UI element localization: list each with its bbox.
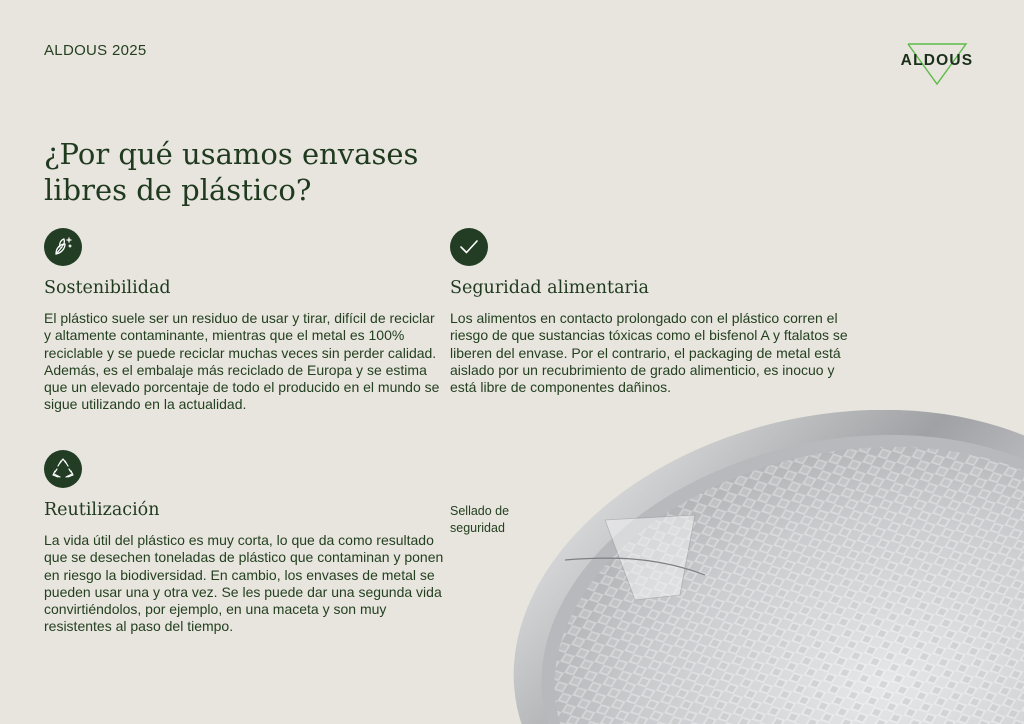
feature-icon-badge <box>44 450 82 488</box>
feature-body: Los alimentos en contacto prolongado con el plástico corren el riesgo de que sustancias tóxicas como el bisfenol A y ftalatos se liberen del envase. Por el contrario, el packaging de metal está aislado por un recubrimiento de grado alimenticio, es inocuo y está libre de componentes dañinos. <box>450 310 848 396</box>
feature-sostenibilidad <box>44 228 444 414</box>
feature-heading: Sostenibilidad <box>44 278 171 298</box>
feature-body: La vida útil del plástico es muy corta, lo que da como resultado que se desechen toneladas de plástico que contaminan y ponen en riesgo la biodiversidad. En cambio, los envases de metal se pueden usar una y otra vez. Se les puede dar una segunda vida convirtiéndolos, por ejemplo, en una maceta y son muy resistentes al paso del tiempo. <box>44 532 444 635</box>
feature-reutilizacion <box>44 450 444 636</box>
feature-body: El plástico suele ser un residuo de usar y tirar, difícil de reciclar y altamente contaminante, mientras que el metal es 100% reciclable y se puede reciclar muchas veces sin perder calidad. Además, es el embalaje más reciclado de Europa y se estima que un elevado porcentaje de todo el producido en el mundo se sigue utilizando en la actualidad. <box>44 310 440 413</box>
feature-heading: Seguridad alimentaria <box>450 278 649 298</box>
leaves-sparkle-icon <box>51 235 75 259</box>
feature-heading: Reutilización <box>44 500 160 520</box>
recycle-icon <box>51 457 75 481</box>
metal-lid-photo <box>505 410 1024 724</box>
photo-caption: Sellado de seguridad <box>450 504 510 535</box>
checkmark-icon <box>457 235 481 259</box>
aldous-logo <box>890 40 984 90</box>
page-title: ¿Por qué usamos envases libres de plástico? <box>44 137 419 207</box>
header-brand-year: ALDOUS 2025 <box>44 42 147 59</box>
logo-text: ALDOUS <box>900 52 974 69</box>
feature-icon-badge <box>44 228 82 266</box>
feature-seguridad-alimentaria <box>450 228 860 396</box>
feature-icon-badge <box>450 228 488 266</box>
